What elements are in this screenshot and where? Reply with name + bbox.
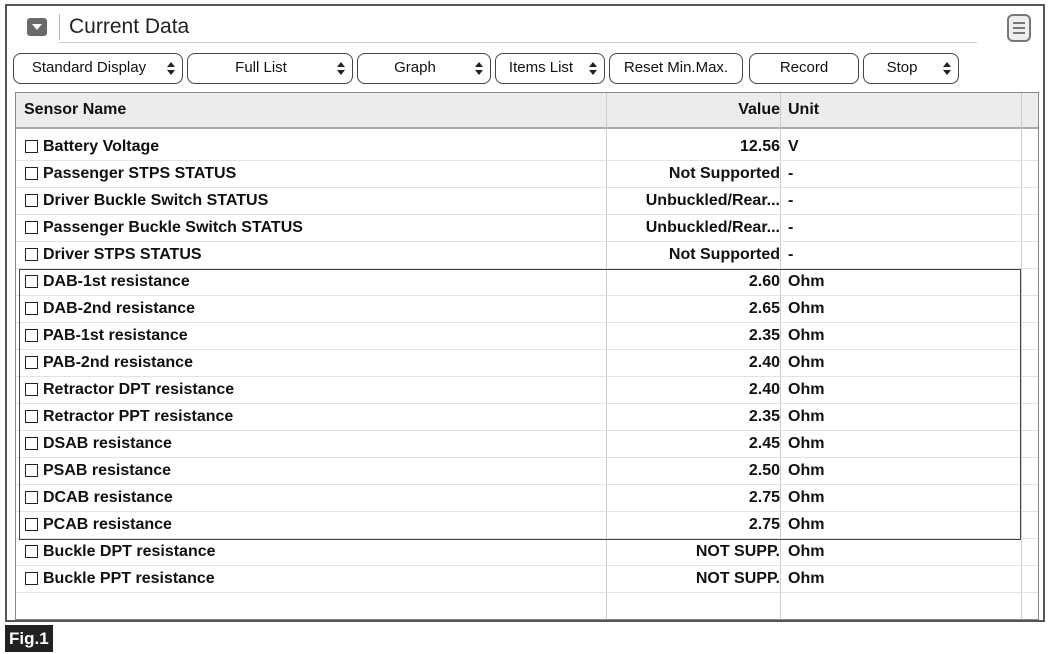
sensor-unit: Ohm xyxy=(788,408,825,425)
sensor-unit: Ohm xyxy=(788,273,825,290)
row-checkbox[interactable] xyxy=(25,518,38,531)
sensor-name: PCAB resistance xyxy=(43,516,172,533)
sensor-value: 2.50 xyxy=(748,462,780,479)
title-underline xyxy=(59,42,977,43)
sensor-name: DAB-2nd resistance xyxy=(43,300,196,317)
sensor-unit: Ohm xyxy=(788,435,825,452)
current-data-panel xyxy=(5,4,1045,622)
column-header-value[interactable]: Value xyxy=(738,101,780,118)
table-row[interactable] xyxy=(16,566,1038,593)
row-checkbox[interactable] xyxy=(25,329,38,342)
row-checkbox[interactable] xyxy=(25,248,38,261)
sensor-value: 12.56 xyxy=(739,138,780,155)
table-row[interactable] xyxy=(16,134,1038,161)
sensor-unit: Ohm xyxy=(788,354,825,371)
sensor-name: Retractor PPT resistance xyxy=(43,408,234,425)
sensor-unit: Ohm xyxy=(788,489,825,506)
sensor-value: 2.40 xyxy=(748,381,780,398)
display-mode-select[interactable] xyxy=(13,53,183,84)
view-mode-label: Graph xyxy=(394,59,436,76)
sensor-unit: - xyxy=(788,192,794,209)
sensor-value: 2.45 xyxy=(748,435,780,452)
sensor-unit: Ohm xyxy=(788,462,825,479)
figure-label: Fig.1 xyxy=(5,625,53,652)
table-row[interactable] xyxy=(16,350,1038,377)
sensor-name: PAB-1st resistance xyxy=(43,327,188,344)
sensor-value: Not Supported xyxy=(668,246,780,263)
sensor-unit: Ohm xyxy=(788,570,825,587)
sensor-value: 2.75 xyxy=(748,489,780,506)
row-checkbox[interactable] xyxy=(25,464,38,477)
panel-title: Current Data xyxy=(69,15,190,38)
sensor-value: Not Supported xyxy=(668,165,780,182)
row-checkbox[interactable] xyxy=(25,140,38,153)
sensor-unit: Ohm xyxy=(788,543,825,560)
sensor-name: DCAB resistance xyxy=(43,489,173,506)
spinner-arrows-icon xyxy=(589,62,597,76)
list-mode-select[interactable] xyxy=(187,53,353,84)
table-row[interactable] xyxy=(16,404,1038,431)
panel-titlebar xyxy=(7,6,1043,46)
reset-minmax-button[interactable] xyxy=(609,53,743,84)
sensor-value: 2.35 xyxy=(748,327,780,344)
sensor-name: Buckle PPT resistance xyxy=(43,570,215,587)
column-header-sensor-name[interactable]: Sensor Name xyxy=(24,101,127,118)
column-header-unit[interactable]: Unit xyxy=(788,101,820,118)
table-row[interactable] xyxy=(16,431,1038,458)
table-row[interactable] xyxy=(16,269,1038,296)
row-checkbox[interactable] xyxy=(25,194,38,207)
sensor-name: DSAB resistance xyxy=(43,435,172,452)
spinner-arrows-icon xyxy=(167,62,175,76)
sensor-value: Unbuckled/Rear... xyxy=(645,192,780,209)
spinner-arrows-icon xyxy=(337,62,345,76)
sensor-value: 2.40 xyxy=(748,354,780,371)
row-checkbox[interactable] xyxy=(25,545,38,558)
table-row[interactable] xyxy=(16,539,1038,566)
items-list-select[interactable] xyxy=(495,53,605,84)
list-mode-label: Full List xyxy=(235,59,287,76)
table-row[interactable] xyxy=(16,485,1038,512)
sensor-unit: - xyxy=(788,219,794,236)
table-header xyxy=(16,93,1038,129)
table-row[interactable] xyxy=(16,215,1038,242)
sensor-unit: - xyxy=(788,246,794,263)
sensor-name: PAB-2nd resistance xyxy=(43,354,193,371)
stop-select[interactable] xyxy=(863,53,959,84)
table-row[interactable] xyxy=(16,377,1038,404)
sensor-name: Passenger Buckle Switch STATUS xyxy=(43,219,303,236)
menu-icon[interactable] xyxy=(1007,14,1031,42)
row-checkbox[interactable] xyxy=(25,410,38,423)
row-checkbox[interactable] xyxy=(25,221,38,234)
sensor-name: Driver Buckle Switch STATUS xyxy=(43,192,269,209)
reset-minmax-label: Reset Min.Max. xyxy=(623,59,729,76)
sensor-unit: Ohm xyxy=(788,327,825,344)
sensor-value: 2.35 xyxy=(748,408,780,425)
sensor-name: Battery Voltage xyxy=(43,138,160,155)
sensor-name: Buckle DPT resistance xyxy=(43,543,216,560)
sensor-data-table xyxy=(15,92,1039,620)
stop-label: Stop xyxy=(886,59,918,76)
row-checkbox[interactable] xyxy=(25,356,38,369)
sensor-value: NOT SUPP. xyxy=(695,570,780,587)
row-checkbox[interactable] xyxy=(25,302,38,315)
row-checkbox[interactable] xyxy=(25,383,38,396)
sensor-value: 2.75 xyxy=(748,516,780,533)
view-mode-select[interactable] xyxy=(357,53,491,84)
table-row[interactable] xyxy=(16,458,1038,485)
display-mode-label: Standard Display xyxy=(31,59,147,76)
table-row[interactable] xyxy=(16,188,1038,215)
row-checkbox[interactable] xyxy=(25,572,38,585)
spinner-arrows-icon xyxy=(943,62,951,76)
row-checkbox[interactable] xyxy=(25,275,38,288)
record-label: Record xyxy=(779,59,829,76)
row-checkbox[interactable] xyxy=(25,167,38,180)
sensor-value: 2.60 xyxy=(748,273,780,290)
sensor-unit: Ohm xyxy=(788,516,825,533)
title-divider xyxy=(59,14,60,40)
sensor-name: DAB-1st resistance xyxy=(43,273,190,290)
sensor-unit: Ohm xyxy=(788,381,825,398)
table-row[interactable] xyxy=(16,323,1038,350)
sensor-unit: - xyxy=(788,165,794,182)
sensor-value: 2.65 xyxy=(748,300,780,317)
sensor-name: PSAB resistance xyxy=(43,462,172,479)
collapse-icon[interactable] xyxy=(27,18,47,36)
table-row[interactable] xyxy=(16,296,1038,323)
table-row[interactable] xyxy=(16,242,1038,269)
record-button[interactable] xyxy=(749,53,859,84)
sensor-value: NOT SUPP. xyxy=(695,543,780,560)
row-checkbox[interactable] xyxy=(25,437,38,450)
items-list-label: Items List xyxy=(508,59,574,76)
sensor-name: Driver STPS STATUS xyxy=(43,246,202,263)
sensor-value: Unbuckled/Rear... xyxy=(645,219,780,236)
spinner-arrows-icon xyxy=(475,62,483,76)
sensor-unit: Ohm xyxy=(788,300,825,317)
table-row[interactable] xyxy=(16,512,1038,539)
sensor-name: Retractor DPT resistance xyxy=(43,381,235,398)
row-checkbox[interactable] xyxy=(25,491,38,504)
table-row[interactable] xyxy=(16,161,1038,188)
sensor-name: Passenger STPS STATUS xyxy=(43,165,237,182)
sensor-unit: V xyxy=(788,138,799,155)
